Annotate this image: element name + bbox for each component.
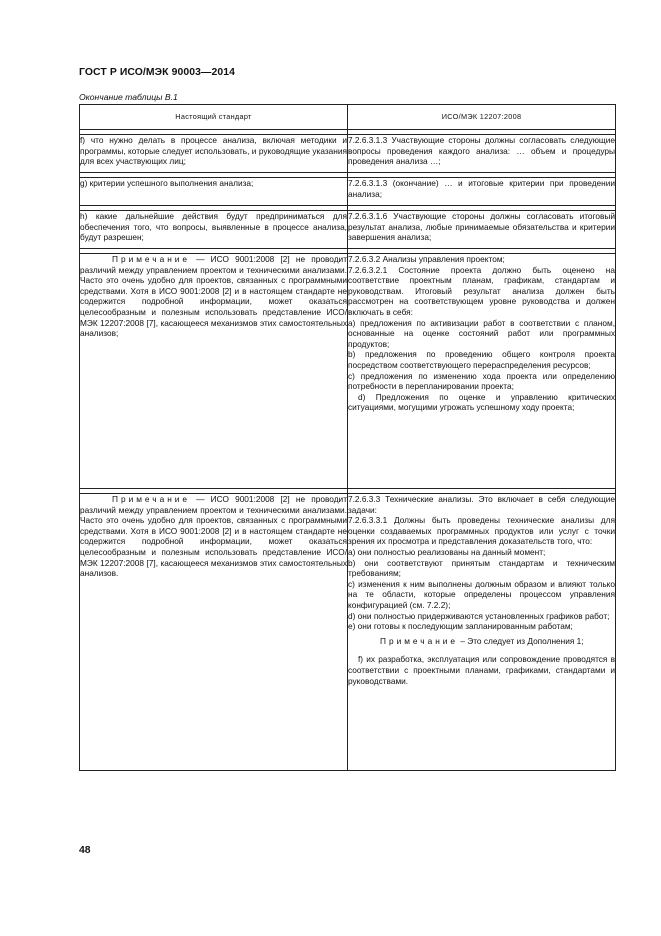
clause-line: a) предложения по активизации работ в соответствии с планом, основанные на оценке состояний работ или программных продуктов; — [348, 317, 615, 349]
clause-line: c) изменения к ним выполнены должным образом и влияют только на те области, которые определены процессом управления конфигурацией (см. 7.2.2); — [348, 578, 615, 610]
right-note — [348, 636, 615, 647]
clause-line: d) они полностью придерживаются установленных графиков работ; — [348, 610, 610, 621]
clause-line: a) они полностью реализованы на данный момент; — [348, 546, 546, 557]
row-h-right: 7.2.6.3.1.6 Участвующие стороны должны согласовать итоговый результат анализа, любые принимаемые обязательства и критерии завершения анализа; — [348, 211, 616, 249]
technical-review-right — [348, 494, 616, 771]
clause-line: d) Предложения по оценке и управлению критических ситуациями, могущими угрожать успешному ходу проекта; — [348, 391, 615, 413]
technical-review-note-left — [80, 494, 348, 771]
document-header: ГОСТ Р ИСО/МЭК 90003—2014 — [79, 67, 235, 78]
table-row — [80, 254, 616, 489]
clause-line: f) их разработка, эксплуатация или сопровождение проводятся в соответствии с проектными планами, графиками, стандартами и руководствами. — [348, 654, 615, 686]
project-review-right — [348, 254, 616, 489]
clause-line: 7.2.6.3.3.1 Должны быть проведены технические анализы для оценки создаваемых программных продуктов или услуг с точки зрения их просмотра и представления доказательств того, что: — [348, 515, 615, 547]
project-review-note-left — [80, 254, 348, 489]
table-caption: Окончание таблицы В.1 — [79, 92, 178, 102]
table-header-row — [80, 105, 616, 130]
row-g-right: 7.2.6.3.1.3 (окончание) … и итоговые критерии при проведении анализа; — [348, 178, 616, 206]
comparison-table — [79, 104, 616, 771]
table-row — [80, 135, 616, 173]
clause-line: e) они готовы к последующим запланированным работам; — [348, 621, 573, 632]
row-g-left: g) критерии успешного выполнения анализа; — [80, 178, 348, 206]
row-h-left: h) какие дальнейшие действия будут предприниматься для обеспечения того, что вопросы, выявленные в процессе анализа, будут разрешен; — [80, 211, 348, 249]
clause-line: b) они соответствуют принятым стандартам и техническим требованиям; — [348, 557, 615, 579]
page-number: 48 — [79, 845, 91, 856]
column-header-left: Настоящий стандарт — [80, 105, 348, 130]
note-label: Примечание — [112, 254, 191, 264]
clause-line: 7.2.6.3.2.1 Состояние проекта должно быть оценено на соответствие проектным планам, графикам, стандартам и руководствам. Итоговый результат анализа должен быть рассмотрен на соответствующем уровне руководства и должен включать в себя: — [348, 264, 615, 317]
note-text: — ИСО 9001:2008 [2] не проводит различий между управлением проектом и техническими анализами. Часто это очень удобно для проектов, связанных с программными средствами. Хотя в ИСО 9001:2008 [2] и в настоящем стандарте не содержится подробной информации, может оказаться целесообразным и полезным использовать представление ИСО/МЭК 12207:2008 [7], касающееся механизмов этих самостоятельных анализов. — [80, 494, 347, 579]
clause-line: 7.2.6.3.2 Анализы управления проектом; — [348, 254, 505, 264]
note-text: — ИСО 9001:2008 [2] не проводит различий между управлением проектом и техническими анализами. Часто это очень удобно для проектов, связанных с программными средствами. Хотя в ИСО 9001:2008 [2] и в настоящем стандарте не содержится подробной информации, может оказаться целесообразным и полезным использовать представление ИСО/МЭК 12207:2008 [7], касающееся механизмов этих самостоятельных анализов; — [80, 254, 347, 339]
table-row — [80, 494, 616, 771]
row-f-left: f) что нужно делать в процессе анализа, включая методики и программы, которые следует использовать, и руководящие указания для всех участвующих лиц; — [80, 135, 348, 173]
table-row — [80, 178, 616, 206]
clause-line: b) предложения по проведению общего контроля проекта посредством соответствующего перераспределения ресурсов; — [348, 349, 615, 370]
row-f-right: 7.2.6.3.1.3 Участвующие стороны должны согласовать следующие вопросы проведения каждого анализа: … объем и процедуры проведения анализа …; — [348, 135, 616, 173]
table-row — [80, 211, 616, 249]
note-label: Примечание — [380, 635, 459, 646]
column-header-right: ИСО/МЭК 12207:2008 — [348, 105, 616, 130]
clause-line: 7.2.6.3.3 Технические анализы. Это включает в себя следующие задачи: — [348, 494, 615, 515]
note-label: Примечание — [112, 494, 191, 504]
note-text: – Это следует из Дополнения 1; — [458, 635, 584, 646]
clause-line: c) предложения по изменению хода проекта или определению потребности в перепланировании проекта; — [348, 370, 615, 392]
